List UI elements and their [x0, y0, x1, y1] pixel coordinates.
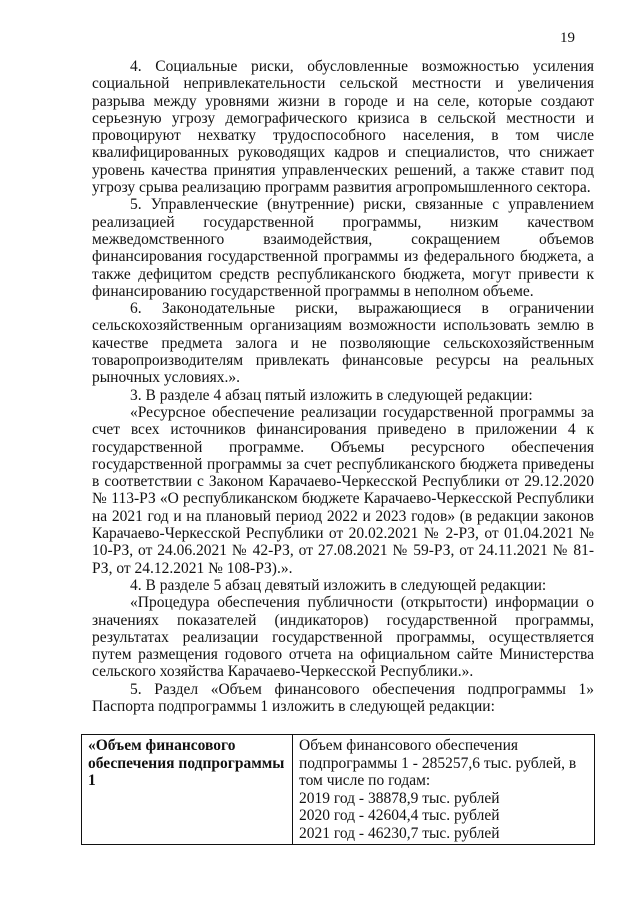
table-cell-label: «Объем финансового обеспечения подпрограммы 1 [82, 735, 293, 845]
paragraph-subprogram-amendment: 5. Раздел «Объем финансового обеспечения подпрограммы 1» Паспорта подпрограммы 1 изложить в следующей редакции: [92, 680, 594, 715]
paragraph-management-risks: 5. Управленческие (внутренние) риски, связанные с управлением реализацией государственной программы, низким качеством межведомственного взаимодействия, сокращением объемов финансирования государственной программы из федерального бюджета, а также дефицитом средств республиканского бюджета, могут привести к финансированию государственной программы в неполном объеме. [92, 196, 594, 300]
page-number: 19 [560, 30, 575, 46]
paragraph-section4-amendment: 3. В разделе 4 абзац пятый изложить в следующей редакции: [130, 386, 533, 404]
funding-total-text: Объем финансового обеспечения подпрограммы 1 - 285257,6 тыс. рублей, в том числе по годам: [299, 737, 577, 789]
paragraph-social-risks: 4. Социальные риски, обусловленные возможностью усиления социальной непривлекательности сельской местности и увеличения разрыва между уровнями жизни в городе и на селе, которые создают серьезную угрозу демографического кризиса в сельской местности и провоцируют нехватку трудоспособного населения, в том числе квалифицированных руководящих кадров и специалистов, что снижает уровень качества принятия управленческих решений, а также ставит под угрозу срыва реализацию программ развития агропромышленного сектора. [92, 58, 594, 197]
table-cell-value [293, 735, 595, 845]
paragraph-legislative-risks: 6. Законодательные риски, выражающиеся в ограничении сельскохозяйственным организациям возможности использовать землю в качестве предмета залога и не позволяющие сельскохозяйственным товаропроизводителям привлекать финансовые ресурсы на реальных рыночных условиях.». [92, 300, 594, 387]
paragraph-section5-amendment: 4. В разделе 5 абзац девятый изложить в следующей редакции: [130, 576, 547, 594]
paragraph-publicity-procedure: «Процедура обеспечения публичности (открытости) информации о значениях показателей (индикаторов) государственной программы, результатах реализации государственной программы, осуществляется путем размещения годового отчета на официальном сайте Министерства сельского хозяйства Карачаево-Черкесской Республики.». [92, 594, 594, 681]
paragraph-resource-provision: «Ресурсное обеспечение реализации государственной программы за счет всех источников финансирования приведено в приложении 4 к государственной программе. Объемы ресурсного обеспечения государственной программы за счет республиканского бюджета приведены в соответствии с Законом Карачаево-Черкесской Республики от 29.12.2020 № 113-РЗ «О республиканском бюджете Карачаево-Черкесской Республики на 2021 год и на плановый период 2022 и 2023 годов» (в редакции законов Карачаево-Черкесской Республики от 20.02.2021 № 2-РЗ, от 01.04.2021 № 10-РЗ, от 24.06.2021 № 42-РЗ, от 27.08.2021 № 59-РЗ, от 24.11.2021 № 81-РЗ, от 24.12.2021 № 108-РЗ).». [92, 403, 594, 577]
document-body [92, 58, 594, 715]
funding-year-2020: 2020 год - 42604,4 тыс. рублей [299, 807, 500, 824]
table-row [82, 735, 595, 845]
subprogram-funding-table [81, 734, 595, 845]
funding-year-2019: 2019 год - 38878,9 тыс. рублей [299, 789, 500, 807]
funding-year-2021: 2021 год - 46230,7 тыс. рублей [299, 824, 500, 842]
